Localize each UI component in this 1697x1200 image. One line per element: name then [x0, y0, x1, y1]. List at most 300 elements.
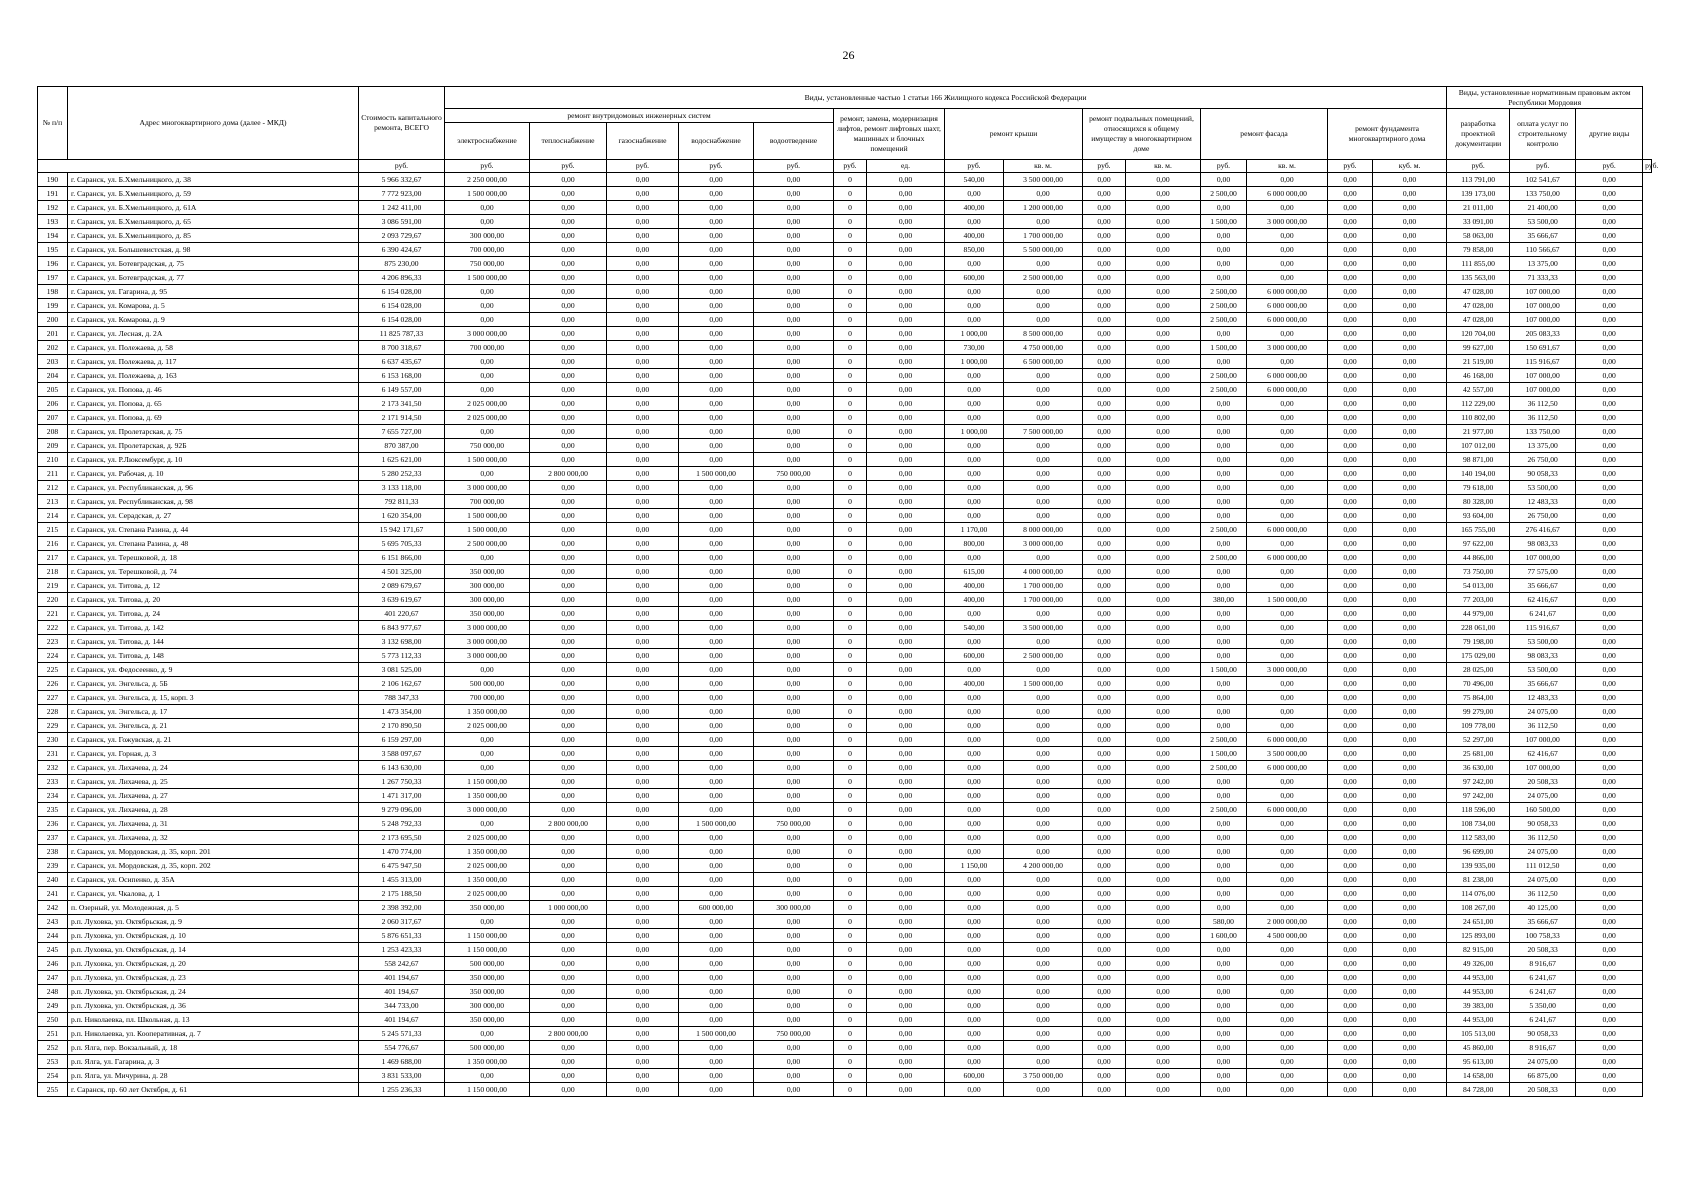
value-cell: 276 416,67: [1510, 523, 1576, 537]
value-cell: 0,00: [1004, 1083, 1083, 1097]
value-cell: 0,00: [1083, 845, 1126, 859]
value-cell: 4 501 325,00: [359, 565, 445, 579]
address-cell: г. Саранск, ул. Рабочая, д. 10: [68, 467, 359, 481]
value-cell: 0,00: [945, 1027, 1004, 1041]
value-cell: 0,00: [1373, 565, 1447, 579]
value-cell: 0,00: [607, 873, 679, 887]
value-cell: 0,00: [1576, 803, 1643, 817]
value-cell: 0: [834, 523, 867, 537]
value-cell: 554 776,67: [359, 1041, 445, 1055]
value-cell: 0,00: [1328, 523, 1373, 537]
value-cell: 0: [834, 621, 867, 635]
row-number: 209: [38, 439, 68, 453]
value-cell: 0,00: [754, 775, 834, 789]
value-cell: 0,00: [679, 635, 754, 649]
value-cell: 0,00: [1373, 341, 1447, 355]
value-cell: 0,00: [1373, 621, 1447, 635]
value-cell: 0,00: [1247, 355, 1328, 369]
value-cell: 401 194,67: [359, 971, 445, 985]
value-cell: 0,00: [754, 789, 834, 803]
value-cell: 0,00: [679, 649, 754, 663]
value-cell: 0,00: [754, 845, 834, 859]
value-cell: 0,00: [1004, 789, 1083, 803]
value-cell: 44 953,00: [1447, 1013, 1510, 1027]
value-cell: 0,00: [754, 873, 834, 887]
value-cell: 0,00: [1083, 761, 1126, 775]
row-number: 255: [38, 1083, 68, 1097]
value-cell: 0: [834, 873, 867, 887]
value-cell: 73 750,00: [1447, 565, 1510, 579]
value-cell: 0,00: [1247, 943, 1328, 957]
row-number: 231: [38, 747, 68, 761]
value-cell: 0,00: [1576, 383, 1643, 397]
value-cell: 0,00: [1576, 929, 1643, 943]
value-cell: 0,00: [607, 369, 679, 383]
value-cell: 850,00: [945, 243, 1004, 257]
value-cell: 0,00: [1126, 341, 1201, 355]
value-cell: 0,00: [445, 817, 530, 831]
address-cell: р.п. Ялга, ул. Мичурина, д. 28: [68, 1069, 359, 1083]
value-cell: 0,00: [530, 985, 607, 999]
value-cell: 0,00: [1247, 971, 1328, 985]
value-cell: 0,00: [1328, 355, 1373, 369]
value-cell: 0,00: [1328, 467, 1373, 481]
table-row: [38, 481, 1652, 495]
value-cell: 0: [834, 313, 867, 327]
value-cell: 0,00: [945, 481, 1004, 495]
value-cell: 0,00: [1083, 593, 1126, 607]
value-cell: 0,00: [1126, 229, 1201, 243]
value-cell: 540,00: [945, 173, 1004, 187]
value-cell: 350 000,00: [445, 971, 530, 985]
address-cell: г. Саранск, ул. Гагарина, д. 95: [68, 285, 359, 299]
value-cell: 1 000,00: [945, 327, 1004, 341]
value-cell: 0,00: [1126, 439, 1201, 453]
value-cell: 0,00: [867, 1013, 945, 1027]
value-cell: 0,00: [679, 999, 754, 1013]
value-cell: 0,00: [1201, 859, 1247, 873]
value-cell: 0,00: [607, 719, 679, 733]
value-cell: 0,00: [1247, 887, 1328, 901]
value-cell: 79 618,00: [1447, 481, 1510, 495]
col-facade: ремонт фасада: [1201, 109, 1328, 160]
value-cell: 20 508,33: [1510, 775, 1576, 789]
value-cell: 0,00: [1201, 355, 1247, 369]
value-cell: 0,00: [1247, 201, 1328, 215]
value-cell: 0,00: [607, 817, 679, 831]
value-cell: 0,00: [1328, 439, 1373, 453]
value-cell: 66 875,00: [1510, 1069, 1576, 1083]
value-cell: 0,00: [1247, 1055, 1328, 1069]
value-cell: 0,00: [1126, 845, 1201, 859]
value-cell: 0,00: [607, 355, 679, 369]
address-cell: г. Саранск, ул. Б.Хмельницкого, д. 38: [68, 173, 359, 187]
value-cell: 0,00: [867, 663, 945, 677]
value-cell: 0,00: [1083, 481, 1126, 495]
address-cell: р.п. Луховка, ул. Октябрьская, д. 36: [68, 999, 359, 1013]
value-cell: 0: [834, 747, 867, 761]
value-cell: 0,00: [754, 747, 834, 761]
value-cell: 0,00: [754, 439, 834, 453]
value-cell: 0,00: [607, 649, 679, 663]
value-cell: 0,00: [945, 803, 1004, 817]
value-cell: 0,00: [607, 803, 679, 817]
value-cell: 2 500 000,00: [1004, 271, 1083, 285]
value-cell: 0,00: [1247, 719, 1328, 733]
value-cell: 700 000,00: [445, 495, 530, 509]
value-cell: 0,00: [1126, 425, 1201, 439]
value-cell: 0: [834, 397, 867, 411]
row-number: 239: [38, 859, 68, 873]
value-cell: 0: [834, 1041, 867, 1055]
value-cell: 0,00: [945, 467, 1004, 481]
value-cell: 0,00: [1576, 299, 1643, 313]
value-cell: 0,00: [1247, 649, 1328, 663]
value-cell: 9 279 096,00: [359, 803, 445, 817]
value-cell: 0,00: [1126, 803, 1201, 817]
value-cell: 0,00: [1373, 761, 1447, 775]
value-cell: 615,00: [945, 565, 1004, 579]
value-cell: 0,00: [530, 481, 607, 495]
value-cell: 0,00: [530, 677, 607, 691]
value-cell: 0,00: [1201, 425, 1247, 439]
value-cell: 6 000 000,00: [1247, 803, 1328, 817]
value-cell: 0,00: [1083, 691, 1126, 705]
value-cell: 0: [834, 803, 867, 817]
row-number: 193: [38, 215, 68, 229]
value-cell: 0,00: [1126, 257, 1201, 271]
value-cell: 0,00: [754, 509, 834, 523]
value-cell: 0,00: [1083, 299, 1126, 313]
value-cell: 0,00: [1083, 859, 1126, 873]
value-cell: 1 500 000,00: [679, 467, 754, 481]
value-cell: 0,00: [1373, 831, 1447, 845]
value-cell: 0,00: [679, 411, 754, 425]
value-cell: 0,00: [1247, 467, 1328, 481]
value-cell: 0,00: [1083, 1013, 1126, 1027]
value-cell: 0,00: [530, 621, 607, 635]
engineering-systems-header: ремонт внутридомовых инженерных систем: [445, 109, 834, 123]
row-number: 205: [38, 383, 68, 397]
value-cell: 0: [834, 985, 867, 999]
value-cell: 0,00: [754, 985, 834, 999]
value-cell: 0,00: [1083, 1041, 1126, 1055]
value-cell: 0,00: [1126, 593, 1201, 607]
value-cell: 0,00: [530, 201, 607, 215]
value-cell: 0,00: [1373, 523, 1447, 537]
value-cell: 5 876 651,33: [359, 929, 445, 943]
value-cell: 6 000 000,00: [1247, 551, 1328, 565]
value-cell: 28 025,00: [1447, 663, 1510, 677]
value-cell: 24 075,00: [1510, 789, 1576, 803]
value-cell: 0: [834, 537, 867, 551]
value-cell: 97 242,00: [1447, 789, 1510, 803]
value-cell: 300 000,00: [445, 579, 530, 593]
value-cell: 1 500 000,00: [679, 817, 754, 831]
value-cell: 0: [834, 887, 867, 901]
value-cell: 1 455 313,00: [359, 873, 445, 887]
table-row: [38, 453, 1652, 467]
value-cell: 3 831 533,00: [359, 1069, 445, 1083]
value-cell: 0,00: [1576, 719, 1643, 733]
value-cell: 0,00: [1247, 229, 1328, 243]
value-cell: 0,00: [1126, 915, 1201, 929]
value-cell: 35 666,67: [1510, 579, 1576, 593]
value-cell: 0: [834, 299, 867, 313]
value-cell: 0,00: [1328, 943, 1373, 957]
value-cell: 0,00: [1247, 173, 1328, 187]
value-cell: 0,00: [867, 775, 945, 789]
value-cell: 0,00: [1576, 243, 1643, 257]
value-cell: 0,00: [607, 915, 679, 929]
value-cell: 53 500,00: [1510, 481, 1576, 495]
value-cell: 8 000 000,00: [1004, 523, 1083, 537]
value-cell: 400,00: [945, 579, 1004, 593]
value-cell: 0,00: [754, 943, 834, 957]
value-cell: 0,00: [1004, 551, 1083, 565]
value-cell: 0,00: [679, 383, 754, 397]
value-cell: 20 508,33: [1510, 1083, 1576, 1097]
value-cell: 0,00: [607, 705, 679, 719]
value-cell: 3 000 000,00: [1247, 215, 1328, 229]
value-cell: 0,00: [1247, 537, 1328, 551]
value-cell: 0,00: [1126, 551, 1201, 565]
value-cell: 0,00: [867, 607, 945, 621]
value-cell: 0,00: [1247, 579, 1328, 593]
value-cell: 0,00: [1126, 397, 1201, 411]
value-cell: 0,00: [1201, 257, 1247, 271]
value-cell: 95 613,00: [1447, 1055, 1510, 1069]
value-cell: 0,00: [1373, 705, 1447, 719]
value-cell: 0,00: [1373, 327, 1447, 341]
col-water: водоснабжение: [679, 123, 754, 160]
value-cell: 0,00: [445, 915, 530, 929]
value-cell: 0,00: [1201, 453, 1247, 467]
value-cell: 700 000,00: [445, 243, 530, 257]
value-cell: 0,00: [1126, 383, 1201, 397]
value-cell: 401 194,67: [359, 1013, 445, 1027]
value-cell: 53 500,00: [1510, 215, 1576, 229]
table-row: [38, 1027, 1652, 1041]
value-cell: 0,00: [867, 999, 945, 1013]
value-cell: 2 800 000,00: [530, 1027, 607, 1041]
value-cell: 0,00: [1083, 383, 1126, 397]
value-cell: 0,00: [530, 1055, 607, 1069]
value-cell: 0,00: [867, 327, 945, 341]
value-cell: 750 000,00: [754, 467, 834, 481]
value-cell: 0,00: [607, 999, 679, 1013]
address-cell: г. Саранск, ул. Терешковой, д. 74: [68, 565, 359, 579]
table-row: [38, 1069, 1652, 1083]
value-cell: 112 229,00: [1447, 397, 1510, 411]
unit-cell: руб.: [834, 160, 867, 173]
value-cell: 0,00: [1328, 173, 1373, 187]
value-cell: 0,00: [679, 859, 754, 873]
value-cell: 0,00: [607, 229, 679, 243]
address-cell: г. Саранск, ул. Серадская, д. 27: [68, 509, 359, 523]
value-cell: 0,00: [1576, 943, 1643, 957]
value-cell: 0,00: [1083, 551, 1126, 565]
value-cell: 0,00: [867, 1027, 945, 1041]
address-cell: р.п. Луховка, ул. Октябрьская, д. 23: [68, 971, 359, 985]
value-cell: 0,00: [1576, 285, 1643, 299]
value-cell: 2 089 679,67: [359, 579, 445, 593]
address-cell: г. Саранск, ул. Чкалова, д. 1: [68, 887, 359, 901]
value-cell: 0,00: [754, 285, 834, 299]
row-number: 195: [38, 243, 68, 257]
value-cell: 53 500,00: [1510, 635, 1576, 649]
value-cell: 0: [834, 845, 867, 859]
value-cell: 0,00: [1126, 999, 1201, 1013]
value-cell: 2 025 000,00: [445, 397, 530, 411]
value-cell: 0,00: [1328, 327, 1373, 341]
value-cell: 0,00: [1328, 495, 1373, 509]
value-cell: 0,00: [1576, 481, 1643, 495]
value-cell: 0,00: [1576, 859, 1643, 873]
value-cell: 0,00: [1373, 257, 1447, 271]
table-row: [38, 943, 1652, 957]
value-cell: 0,00: [1328, 1069, 1373, 1083]
value-cell: 0,00: [1126, 467, 1201, 481]
value-cell: 0,00: [1004, 747, 1083, 761]
value-cell: 0,00: [1083, 313, 1126, 327]
value-cell: 0,00: [530, 243, 607, 257]
value-cell: 21 011,00: [1447, 201, 1510, 215]
table-row: [38, 845, 1652, 859]
value-cell: 0,00: [867, 411, 945, 425]
value-cell: 0,00: [1247, 439, 1328, 453]
table-row: [38, 663, 1652, 677]
value-cell: 0,00: [754, 383, 834, 397]
value-cell: 3 000 000,00: [1004, 537, 1083, 551]
address-cell: г. Саранск, ул. Энгельса, д. 15, корп. 3: [68, 691, 359, 705]
value-cell: 139 173,00: [1447, 187, 1510, 201]
value-cell: 0,00: [1576, 355, 1643, 369]
unit-cell: руб.: [445, 160, 530, 173]
value-cell: 0,00: [1247, 411, 1328, 425]
value-cell: 0,00: [754, 369, 834, 383]
value-cell: 0,00: [1247, 831, 1328, 845]
value-cell: 0,00: [754, 957, 834, 971]
value-cell: 0,00: [679, 1013, 754, 1027]
value-cell: 26 750,00: [1510, 453, 1576, 467]
value-cell: 0,00: [1328, 929, 1373, 943]
value-cell: 0,00: [1373, 397, 1447, 411]
value-cell: 0,00: [607, 831, 679, 845]
value-cell: 0,00: [945, 607, 1004, 621]
value-cell: 1 150 000,00: [445, 775, 530, 789]
value-cell: 700 000,00: [445, 691, 530, 705]
value-cell: 0,00: [1083, 411, 1126, 425]
value-cell: 0,00: [530, 537, 607, 551]
value-cell: 108 734,00: [1447, 817, 1510, 831]
value-cell: 0,00: [1083, 677, 1126, 691]
value-cell: 6 154 028,00: [359, 285, 445, 299]
value-cell: 0,00: [1373, 355, 1447, 369]
value-cell: 0,00: [945, 929, 1004, 943]
value-cell: 0,00: [445, 663, 530, 677]
value-cell: 24 075,00: [1510, 873, 1576, 887]
page-number: 26: [842, 48, 855, 62]
value-cell: 81 238,00: [1447, 873, 1510, 887]
table-row: [38, 355, 1652, 369]
value-cell: 1 500 000,00: [445, 509, 530, 523]
value-cell: 0,00: [445, 733, 530, 747]
units-row: [38, 160, 1652, 173]
table-row: [38, 789, 1652, 803]
address-cell: г. Саранск, ул. Лесная, д. 2А: [68, 327, 359, 341]
value-cell: 0,00: [607, 733, 679, 747]
value-cell: 0,00: [1373, 467, 1447, 481]
value-cell: 0,00: [1373, 495, 1447, 509]
value-cell: 2 800 000,00: [530, 817, 607, 831]
value-cell: 0,00: [1373, 1083, 1447, 1097]
value-cell: 0,00: [1083, 649, 1126, 663]
value-cell: 33 091,00: [1447, 215, 1510, 229]
unit-cell: руб.: [945, 160, 1004, 173]
value-cell: 1 625 621,00: [359, 453, 445, 467]
table-row: [38, 565, 1652, 579]
value-cell: 1 500,00: [1201, 215, 1247, 229]
value-cell: 2 025 000,00: [445, 887, 530, 901]
value-cell: 0,00: [607, 943, 679, 957]
value-cell: 4 000 000,00: [1004, 565, 1083, 579]
value-cell: 0,00: [679, 593, 754, 607]
value-cell: 6 390 424,67: [359, 243, 445, 257]
value-cell: 0,00: [1126, 747, 1201, 761]
value-cell: 3 000 000,00: [445, 327, 530, 341]
value-cell: 0,00: [1201, 411, 1247, 425]
address-cell: г. Саранск, ул. Лихачева, д. 24: [68, 761, 359, 775]
value-cell: 0: [834, 733, 867, 747]
value-cell: 53 500,00: [1510, 663, 1576, 677]
unit-cell: кв. м.: [1247, 160, 1328, 173]
value-cell: 14 658,00: [1447, 1069, 1510, 1083]
value-cell: 0,00: [754, 859, 834, 873]
value-cell: 0,00: [1126, 873, 1201, 887]
value-cell: 0,00: [867, 873, 945, 887]
value-cell: 0: [834, 369, 867, 383]
value-cell: 0,00: [1126, 957, 1201, 971]
value-cell: 0,00: [945, 383, 1004, 397]
address-cell: г. Саранск, ул. Энгельса, д. 21: [68, 719, 359, 733]
value-cell: 3 000 000,00: [1247, 663, 1328, 677]
value-cell: 0,00: [445, 313, 530, 327]
value-cell: 875 230,00: [359, 257, 445, 271]
value-cell: 600,00: [945, 271, 1004, 285]
value-cell: 0,00: [1126, 929, 1201, 943]
value-cell: 0,00: [1201, 607, 1247, 621]
address-cell: г. Саранск, ул. Титова, д. 12: [68, 579, 359, 593]
value-cell: 0,00: [945, 887, 1004, 901]
table-row: [38, 229, 1652, 243]
unit-cell: руб.: [359, 160, 445, 173]
value-cell: 6 000 000,00: [1247, 383, 1328, 397]
value-cell: 114 076,00: [1447, 887, 1510, 901]
value-cell: 0,00: [1576, 187, 1643, 201]
value-cell: 350 000,00: [445, 901, 530, 915]
unit-cell: руб.: [754, 160, 834, 173]
value-cell: 0,00: [1328, 565, 1373, 579]
value-cell: 2 025 000,00: [445, 831, 530, 845]
value-cell: 0,00: [1083, 439, 1126, 453]
value-cell: 400,00: [945, 201, 1004, 215]
value-cell: 0,00: [607, 1027, 679, 1041]
row-number: 216: [38, 537, 68, 551]
value-cell: 350 000,00: [445, 607, 530, 621]
value-cell: 0: [834, 1083, 867, 1097]
value-cell: 6 000 000,00: [1247, 299, 1328, 313]
